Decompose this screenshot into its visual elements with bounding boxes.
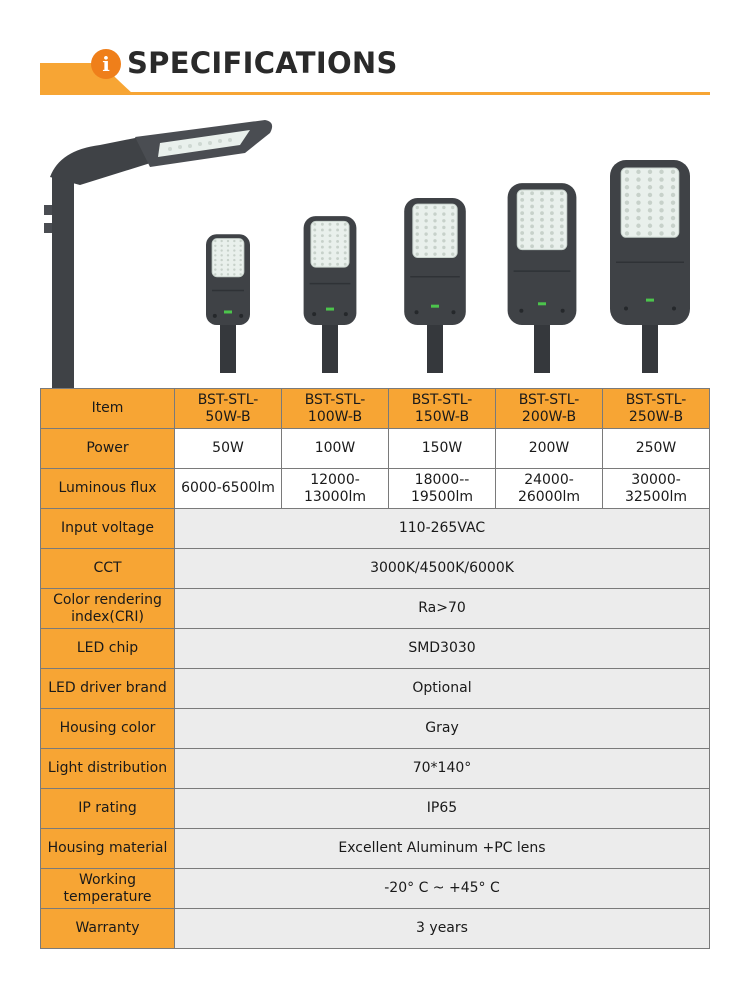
led-dot	[648, 185, 652, 189]
led-dot	[214, 254, 216, 256]
led-dot	[416, 246, 419, 249]
led-dot	[659, 193, 663, 197]
led-dot	[451, 219, 454, 222]
led-dot	[214, 240, 216, 242]
led-dot	[560, 191, 564, 195]
led-dot	[220, 264, 222, 266]
led-dot	[671, 231, 675, 235]
led-dot	[313, 246, 316, 249]
led-dot	[313, 240, 316, 243]
led-dot	[239, 249, 241, 251]
row-label: CCT	[41, 549, 175, 589]
led-dot	[321, 263, 324, 266]
led-dot	[433, 239, 436, 242]
led-dot	[540, 191, 544, 195]
led-dot	[442, 239, 445, 242]
led-dot	[329, 229, 332, 232]
led-dot	[416, 206, 419, 209]
led-dot	[648, 200, 652, 204]
table-header-label: Item	[41, 389, 175, 429]
model-cell: BST-STL- 200W-B	[496, 389, 603, 429]
model-cell: BST-STL- 50W-B	[175, 389, 282, 429]
indicator-light	[431, 305, 439, 308]
led-dot	[227, 264, 229, 266]
led-dot	[550, 231, 554, 235]
led-dot	[560, 218, 564, 222]
row-value: 200W	[496, 429, 603, 469]
led-dot	[416, 239, 419, 242]
row-label: Light distribution	[41, 749, 175, 789]
screw	[213, 314, 217, 318]
led-dot	[636, 200, 640, 204]
header-rule	[40, 92, 710, 95]
led-dot	[530, 191, 534, 195]
led-dot	[214, 268, 216, 270]
led-dot	[451, 212, 454, 215]
row-value: Ra>70	[175, 589, 710, 629]
led-dot	[233, 273, 235, 275]
row-value: SMD3030	[175, 629, 710, 669]
led-dot	[220, 245, 222, 247]
table-row	[41, 909, 710, 949]
row-value: Gray	[175, 709, 710, 749]
led-dot	[636, 170, 640, 174]
row-value: 3 years	[175, 909, 710, 949]
row-value: -20° C ~ +45° C	[175, 869, 710, 909]
led-dot	[313, 223, 316, 226]
led-dot	[659, 224, 663, 228]
led-dot	[550, 205, 554, 209]
led-dot	[233, 259, 235, 261]
led-dot	[336, 223, 339, 226]
led-dot	[560, 205, 564, 209]
led-dot	[239, 254, 241, 256]
led-dot	[520, 218, 524, 222]
led-dot	[540, 238, 544, 242]
led-dot	[625, 170, 629, 174]
led-dot	[648, 177, 652, 181]
screw	[624, 307, 628, 311]
spec-table	[40, 388, 710, 949]
led-dot	[424, 206, 427, 209]
led-dot	[239, 245, 241, 247]
screw	[239, 314, 243, 318]
led-dot	[313, 251, 316, 254]
led-dot	[329, 223, 332, 226]
model-cell: BST-STL- 250W-B	[603, 389, 710, 429]
led-dot	[416, 252, 419, 255]
screw	[519, 309, 523, 313]
led-dot	[560, 211, 564, 215]
led-dot	[220, 268, 222, 270]
screw	[451, 310, 455, 314]
led-dot	[648, 216, 652, 220]
table-row	[41, 749, 710, 789]
row-value: 50W	[175, 429, 282, 469]
screw	[312, 312, 316, 316]
led-dot	[344, 229, 347, 232]
led-dot	[530, 231, 534, 235]
street-light-image	[304, 216, 357, 373]
led-dot	[416, 232, 419, 235]
table-row	[41, 549, 710, 589]
led-dot	[424, 219, 427, 222]
led-dot	[329, 246, 332, 249]
indicator-light	[538, 302, 546, 305]
led-dot	[530, 198, 534, 202]
led-dot	[344, 251, 347, 254]
led-dot	[227, 249, 229, 251]
page-title: SPECIFICATIONS	[127, 46, 398, 80]
led-dot	[625, 200, 629, 204]
row-label: Housing color	[41, 709, 175, 749]
led-dot	[220, 240, 222, 242]
led-dot	[550, 198, 554, 202]
led-dot	[540, 244, 544, 248]
led-dot	[442, 246, 445, 249]
table-row	[41, 469, 710, 509]
led-dot	[540, 211, 544, 215]
led-dot	[530, 218, 534, 222]
screw	[344, 312, 348, 316]
screw	[415, 310, 419, 314]
led-dot	[451, 206, 454, 209]
led-dot	[433, 252, 436, 255]
led-dot	[648, 208, 652, 212]
led-dot	[433, 232, 436, 235]
led-dot	[239, 259, 241, 261]
info-icon: i	[91, 49, 121, 79]
model-cell: BST-STL- 100W-B	[282, 389, 389, 429]
table-row	[41, 629, 710, 669]
led-dot	[550, 211, 554, 215]
row-label: Luminous flux	[41, 469, 175, 509]
led-dot	[424, 239, 427, 242]
led-dot	[648, 231, 652, 235]
led-dot	[321, 251, 324, 254]
led-dot	[550, 218, 554, 222]
led-dot	[433, 206, 436, 209]
product-lineup	[40, 115, 710, 390]
led-dot	[636, 208, 640, 212]
table-row	[41, 429, 710, 469]
led-dot	[233, 268, 235, 270]
led-dot	[560, 238, 564, 242]
led-dot	[336, 251, 339, 254]
led-dot	[625, 231, 629, 235]
led-dot	[424, 252, 427, 255]
street-light-image	[404, 198, 466, 373]
row-value: 150W	[389, 429, 496, 469]
model-cell: BST-STL- 150W-B	[389, 389, 496, 429]
led-dot	[520, 211, 524, 215]
row-value: 12000- 13000lm	[282, 469, 389, 509]
led-dot	[321, 240, 324, 243]
led-dot	[220, 254, 222, 256]
led-dot	[433, 212, 436, 215]
led-dot	[540, 218, 544, 222]
led-dot	[214, 264, 216, 266]
led-dot	[416, 212, 419, 215]
led-dot	[329, 240, 332, 243]
indicator-light	[646, 299, 654, 302]
led-dot	[433, 226, 436, 229]
led-dot	[648, 170, 652, 174]
led-dot	[313, 257, 316, 260]
led-dot	[442, 212, 445, 215]
led-dot	[520, 198, 524, 202]
led-dot	[671, 224, 675, 228]
led-dot	[442, 252, 445, 255]
led-dot	[442, 206, 445, 209]
led-dot	[451, 232, 454, 235]
led-dot	[433, 246, 436, 249]
led-dot	[530, 244, 534, 248]
screw	[561, 309, 565, 313]
row-value: Excellent Aluminum +PC lens	[175, 829, 710, 869]
led-dot	[550, 191, 554, 195]
table-row	[41, 509, 710, 549]
led-dot	[321, 234, 324, 237]
led-dot	[329, 263, 332, 266]
led-dot	[560, 244, 564, 248]
led-dot	[659, 216, 663, 220]
led-dot	[424, 232, 427, 235]
led-dot	[424, 212, 427, 215]
led-dot	[321, 257, 324, 260]
led-dot	[625, 177, 629, 181]
led-dot	[233, 245, 235, 247]
led-dot	[625, 193, 629, 197]
led-dot	[321, 229, 324, 232]
table-header-row	[41, 389, 710, 429]
led-dot	[625, 185, 629, 189]
led-dot	[520, 225, 524, 229]
led-dot	[540, 225, 544, 229]
led-dot	[313, 263, 316, 266]
row-label: Housing material	[41, 829, 175, 869]
row-value: 30000- 32500lm	[603, 469, 710, 509]
led-dot	[227, 268, 229, 270]
led-dot	[424, 226, 427, 229]
led-dot	[540, 205, 544, 209]
led-dot	[442, 219, 445, 222]
row-value: 6000-6500lm	[175, 469, 282, 509]
led-dot	[321, 246, 324, 249]
led-dot	[227, 240, 229, 242]
led-dot	[442, 232, 445, 235]
led-dot	[344, 257, 347, 260]
led-dot	[550, 225, 554, 229]
led-dot	[220, 249, 222, 251]
led-panel	[413, 204, 457, 257]
led-dot	[636, 224, 640, 228]
led-dot	[214, 245, 216, 247]
led-dot	[625, 216, 629, 220]
led-dot	[659, 170, 663, 174]
led-dot	[220, 273, 222, 275]
table-row	[41, 829, 710, 869]
led-dot	[625, 208, 629, 212]
led-dot	[530, 205, 534, 209]
led-dot	[560, 225, 564, 229]
led-dot	[648, 193, 652, 197]
led-dot	[451, 246, 454, 249]
row-label: Warranty	[41, 909, 175, 949]
row-value: 110-265VAC	[175, 509, 710, 549]
led-dot	[451, 239, 454, 242]
led-dot	[329, 234, 332, 237]
led-dot	[659, 200, 663, 204]
led-dot	[540, 198, 544, 202]
led-dot	[625, 224, 629, 228]
led-dot	[336, 240, 339, 243]
led-dot	[214, 273, 216, 275]
led-dot	[416, 226, 419, 229]
led-dot	[550, 238, 554, 242]
led-dot	[214, 249, 216, 251]
led-dot	[540, 231, 544, 235]
led-dot	[336, 229, 339, 232]
led-dot	[336, 263, 339, 266]
led-dot	[227, 254, 229, 256]
led-dot	[233, 249, 235, 251]
row-label: Input voltage	[41, 509, 175, 549]
led-dot	[451, 226, 454, 229]
led-dot	[636, 231, 640, 235]
led-dot	[233, 264, 235, 266]
led-dot	[329, 257, 332, 260]
row-label: Power	[41, 429, 175, 469]
row-label: LED chip	[41, 629, 175, 669]
led-dot	[636, 185, 640, 189]
led-dot	[671, 216, 675, 220]
led-dot	[336, 234, 339, 237]
led-panel	[212, 239, 244, 277]
led-dot	[560, 231, 564, 235]
led-dot	[451, 252, 454, 255]
led-dot	[344, 263, 347, 266]
led-dot	[520, 191, 524, 195]
led-dot	[520, 205, 524, 209]
led-dot	[239, 264, 241, 266]
led-dot	[520, 244, 524, 248]
led-dot	[233, 240, 235, 242]
led-dot	[416, 219, 419, 222]
led-dot	[433, 219, 436, 222]
row-value: 100W	[282, 429, 389, 469]
led-dot	[671, 177, 675, 181]
led-dot	[321, 223, 324, 226]
product-image-area	[40, 115, 710, 390]
street-light-image	[206, 234, 250, 373]
row-value: IP65	[175, 789, 710, 829]
led-dot	[560, 198, 564, 202]
led-dot	[344, 240, 347, 243]
row-label: LED driver brand	[41, 669, 175, 709]
led-dot	[227, 273, 229, 275]
row-value: Optional	[175, 669, 710, 709]
row-value: 18000-- 19500lm	[389, 469, 496, 509]
table-row	[41, 869, 710, 909]
table-row	[41, 709, 710, 749]
led-dot	[239, 273, 241, 275]
row-label: Color rendering index(CRI)	[41, 589, 175, 629]
led-dot	[530, 225, 534, 229]
table-row	[41, 669, 710, 709]
indicator-light	[224, 310, 232, 313]
led-dot	[313, 229, 316, 232]
led-dot	[313, 234, 316, 237]
led-dot	[530, 238, 534, 242]
led-dot	[530, 211, 534, 215]
screw	[672, 307, 676, 311]
led-dot	[520, 238, 524, 242]
led-dot	[233, 254, 235, 256]
row-label: Working temperature	[41, 869, 175, 909]
street-light-image	[610, 160, 690, 373]
led-dot	[671, 170, 675, 174]
table-row	[41, 589, 710, 629]
led-dot	[659, 208, 663, 212]
led-dot	[344, 234, 347, 237]
led-dot	[636, 193, 640, 197]
row-value: 3000K/4500K/6000K	[175, 549, 710, 589]
led-dot	[659, 231, 663, 235]
led-dot	[239, 240, 241, 242]
led-panel	[311, 221, 349, 267]
row-value: 70*140°	[175, 749, 710, 789]
led-dot	[344, 246, 347, 249]
led-dot	[659, 177, 663, 181]
led-dot	[220, 259, 222, 261]
led-dot	[671, 185, 675, 189]
led-dot	[442, 226, 445, 229]
row-label: IP rating	[41, 789, 175, 829]
led-dot	[671, 200, 675, 204]
led-dot	[214, 259, 216, 261]
table-row	[41, 789, 710, 829]
led-dot	[659, 185, 663, 189]
row-value: 24000- 26000lm	[496, 469, 603, 509]
led-dot	[344, 223, 347, 226]
led-dot	[424, 246, 427, 249]
led-dot	[648, 224, 652, 228]
led-dot	[550, 244, 554, 248]
led-dot	[671, 193, 675, 197]
street-light-image	[508, 183, 577, 373]
led-dot	[227, 245, 229, 247]
led-dot	[520, 231, 524, 235]
led-dot	[636, 216, 640, 220]
row-value: 250W	[603, 429, 710, 469]
led-dot	[227, 259, 229, 261]
led-dot	[239, 268, 241, 270]
led-dot	[636, 177, 640, 181]
indicator-light	[326, 308, 334, 311]
led-dot	[329, 251, 332, 254]
led-dot	[336, 257, 339, 260]
led-dot	[671, 208, 675, 212]
led-dot	[336, 246, 339, 249]
